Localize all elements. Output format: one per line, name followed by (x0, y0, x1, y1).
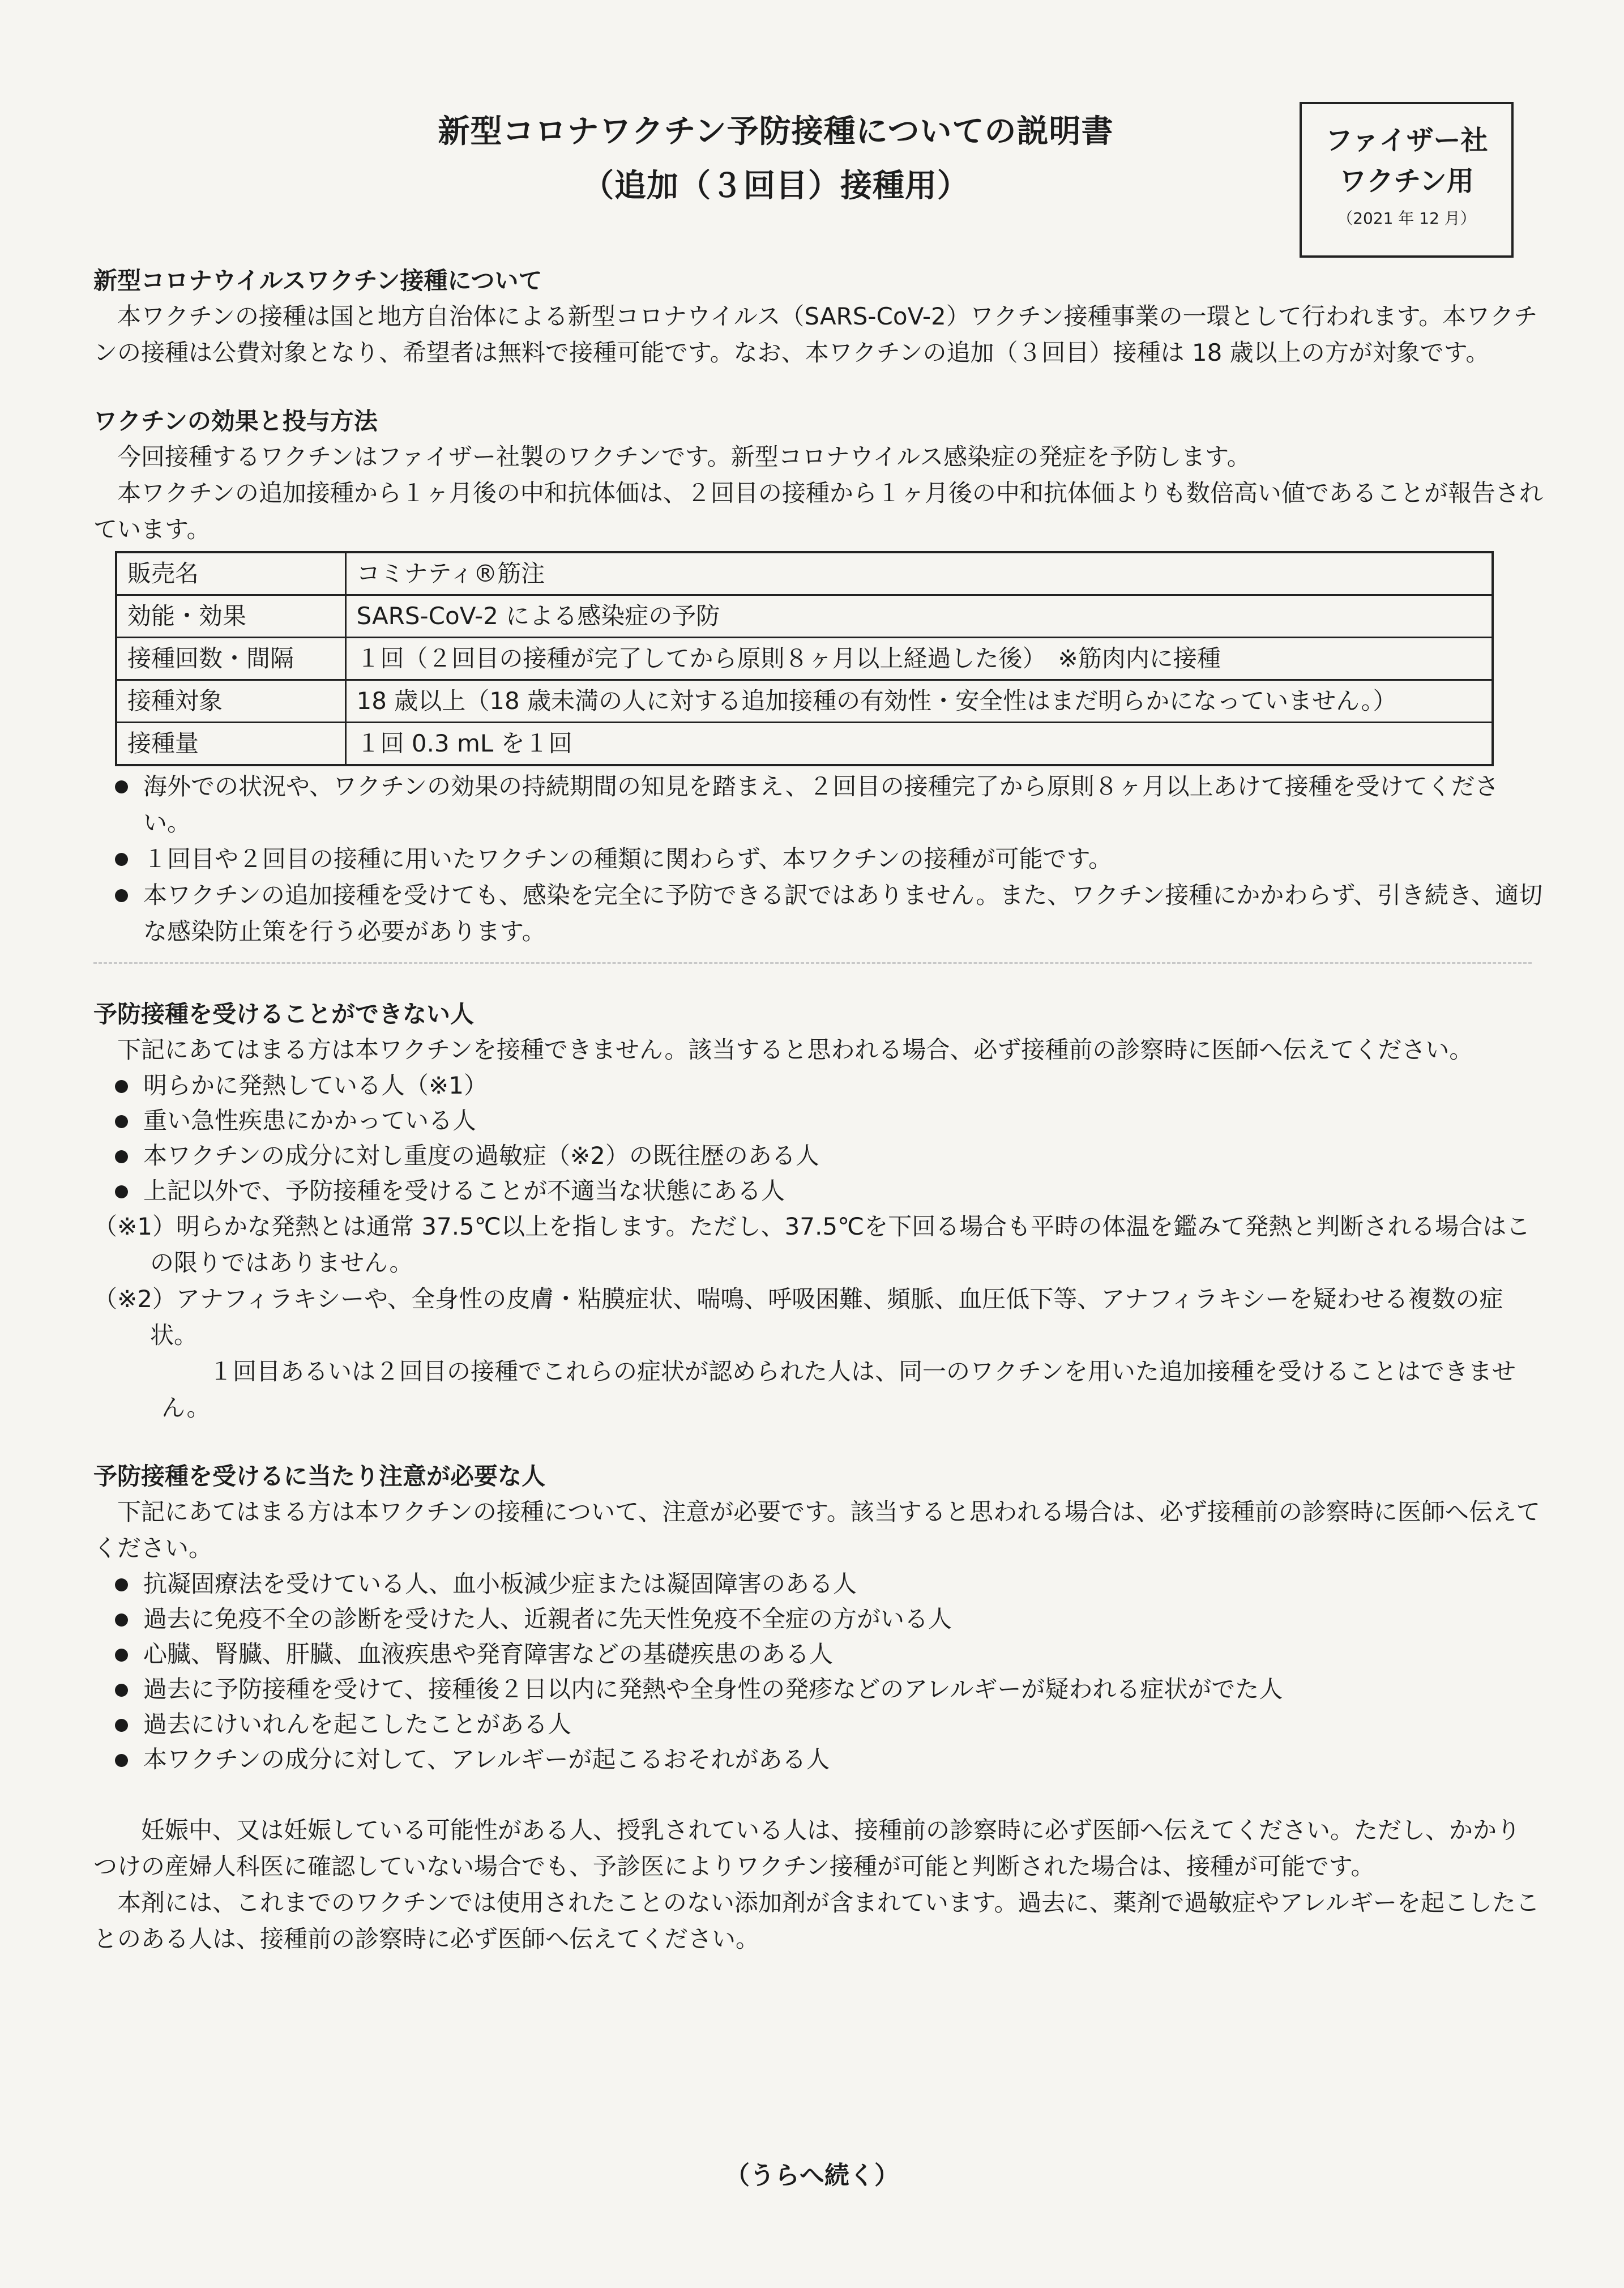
section-intro: 下記にあてはまる方は本ワクチンを接種できません。該当すると思われる場合、必ず接種前の診察時に医師へ伝えてください。 (117, 1036, 1473, 1064)
section-heading: 予防接種を受けることができない人 (93, 1000, 475, 1028)
bullet-icon (115, 1080, 128, 1093)
list-item-text: 上記以外で、予防接種を受けることが不適当な状態にある人 (143, 1177, 785, 1205)
list-item (93, 1672, 1543, 1707)
list-item (93, 1173, 1543, 1209)
table-row (116, 638, 1493, 680)
list-item (93, 1138, 1543, 1173)
bullet-icon (115, 1185, 128, 1198)
table-key: 接種回数・間隔 (116, 638, 345, 680)
bullet-icon (115, 1649, 128, 1662)
footnote-1: （※1）明らかな発熱とは通常 37.5℃以上を指します。ただし、37.5℃を下回る場合も平時の体温を鑑みて発熱と判断される場合はこの限りではありません。 (93, 1213, 1531, 1277)
section-intro: 下記にあてはまる方は本ワクチンの接種について、注意が必要です。該当すると思われる場合は、必ず接種前の診察時に医師へ伝えてください。 (93, 1498, 1540, 1562)
badge-date: （2021 年 12 月） (1337, 209, 1476, 228)
caution-bullets (93, 1566, 1543, 1777)
section-paragraph: 本ワクチンの追加接種から１ヶ月後の中和抗体価は、２回目の接種から１ヶ月後の中和抗体価よりも数倍高い値であることが報告されています。 (93, 479, 1543, 543)
section-body: 本ワクチンの接種は国と地方自治体による新型コロナウイルス（SARS-CoV-2）ワクチン接種事業の一環として行われます。本ワクチンの接種は公費対象となり、希望者は無料で接種可能です。なお、本ワクチンの追加（３回目）接種は 18 歳以上の方が対象です。 (93, 302, 1538, 366)
list-item (93, 1103, 1543, 1138)
footnote-2-continued: １回目あるいは２回目の接種でこれらの症状が認められた人は、同一のワクチンを用いた追加接種を受けることはできません。 (161, 1358, 1516, 1422)
list-item (93, 1566, 1543, 1602)
pregnancy-note: 妊娠中、又は妊娠している可能性がある人、授乳されている人は、接種前の診察時に必ず医師へ伝えてください。ただし、かかりつけの産婦人科医に確認していない場合でも、予診医によりワクチン接種が可能と判断された場合は、接種が可能です。 (93, 1816, 1521, 1880)
list-item-text: 重い急性疾患にかかっている人 (143, 1107, 477, 1134)
list-item-text: 過去にけいれんを起こしたことがある人 (143, 1710, 572, 1738)
section-heading: ワクチンの効果と投与方法 (93, 407, 378, 435)
list-item-text: 過去に予防接種を受けて、接種後２日以内に発熱や全身性の発疹などのアレルギーが疑われる症状がでた人 (143, 1675, 1283, 1703)
section-efficacy (93, 404, 1543, 964)
vaccine-badge (1300, 102, 1514, 258)
footnote-2: （※2）アナフィラキシーや、全身性の皮膚・粘膜症状、喘鳴、呼吸困難、頻脈、血圧低下等、アナフィラキシーを疑わせる複数の症状。 (93, 1285, 1503, 1349)
list-item-text: 過去に免疫不全の診断を受けた人、近親者に先天性免疫不全症の方がいる人 (143, 1605, 952, 1633)
table-key: 効能・効果 (116, 595, 345, 638)
section-cannot-receive (93, 997, 1543, 1426)
section-paragraph: 今回接種するワクチンはファイザー社製のワクチンです。新型コロナウイルス感染症の発症を予防します。 (117, 443, 1251, 471)
badge-maker: ファイザー社 (1325, 125, 1488, 156)
list-item (93, 769, 1543, 841)
table-value: コミナティ®筋注 (345, 552, 1493, 595)
continued-on-back: （うらへ続く） (725, 2161, 899, 2190)
list-item-text: 本ワクチンの成分に対して、アレルギーが起こるおそれがある人 (143, 1745, 830, 1773)
bullet-icon (115, 1150, 128, 1163)
table-value: 18 歳以上（18 歳未満の人に対する追加接種の有効性・安全性はまだ明らかになっていません。） (345, 680, 1493, 723)
bullet-icon (115, 1684, 128, 1697)
table-row (116, 595, 1493, 638)
bullet-icon (115, 853, 128, 866)
table-value: １回 0.3 mL を１回 (345, 723, 1493, 766)
bullet-icon (115, 780, 128, 793)
list-item (93, 1637, 1543, 1672)
efficacy-bullets (93, 769, 1543, 950)
list-item (93, 1068, 1543, 1103)
table-row (116, 552, 1493, 595)
bullet-icon (115, 1578, 128, 1591)
bullet-icon (115, 1719, 128, 1732)
section-caution-required (93, 1459, 1543, 1957)
table-key: 接種量 (116, 723, 345, 766)
bullet-icon (115, 1115, 128, 1128)
table-key: 接種対象 (116, 680, 345, 723)
list-item-text: 本ワクチンの追加接種を受けても、感染を完全に予防できる訳ではありません。また、ワクチン接種にかかわらず、引き続き、適切な感染防止策を行う必要があります。 (143, 881, 1543, 945)
list-item-text: 本ワクチンの成分に対し重度の過敏症（※2）の既往歴のある人 (143, 1142, 819, 1169)
divider (93, 962, 1532, 964)
document-subtitle: （追加（３回目）接種用） (582, 168, 969, 204)
table-row (116, 723, 1493, 766)
badge-label: ワクチン用 (1339, 165, 1474, 197)
list-item-text: １回目や２回目の接種に用いたワクチンの種類に関わらず、本ワクチンの接種が可能です。 (143, 845, 1113, 873)
bullet-icon (115, 1613, 128, 1627)
list-item (93, 841, 1543, 877)
main-content (93, 263, 1543, 1957)
title-block (317, 105, 1234, 214)
table-key: 販売名 (116, 552, 345, 595)
list-item (93, 1742, 1543, 1777)
list-item (93, 877, 1543, 950)
bullet-icon (115, 1754, 128, 1767)
list-item-text: 抗凝固療法を受けている人、血小板減少症または凝固障害のある人 (143, 1570, 857, 1598)
list-item (93, 1707, 1543, 1742)
section-heading: 予防接種を受けるに当たり注意が必要な人 (93, 1462, 546, 1490)
vaccine-info-table (115, 551, 1494, 766)
document-title: 新型コロナワクチン予防接種についての説明書 (438, 113, 1114, 150)
section-about-vaccination (93, 263, 1543, 371)
bullet-icon (115, 889, 128, 902)
list-item-text: 明らかに発熱している人（※1） (143, 1072, 488, 1099)
additive-note: 本剤には、これまでのワクチンでは使用されたことのない添加剤が含まれています。過去に、薬剤で過敏症やアレルギーを起こしたことのある人は、接種前の診察時に必ず医師へ伝えてください。 (93, 1889, 1540, 1953)
cannot-receive-bullets (93, 1068, 1543, 1209)
table-value: SARS-CoV-2 による感染症の予防 (345, 595, 1493, 638)
table-value: １回（２回目の接種が完了してから原則８ヶ月以上経過した後） ※筋肉内に接種 (345, 638, 1493, 680)
list-item-text: 海外での状況や、ワクチンの効果の持続期間の知見を踏まえ、２回目の接種完了から原則８ヶ月以上あけて接種を受けてください。 (143, 772, 1499, 836)
list-item (93, 1602, 1543, 1637)
table-row (116, 680, 1493, 723)
section-heading: 新型コロナウイルスワクチン接種について (93, 267, 542, 294)
list-item-text: 心臓、腎臓、肝臓、血液疾患や発育障害などの基礎疾患のある人 (143, 1640, 834, 1668)
